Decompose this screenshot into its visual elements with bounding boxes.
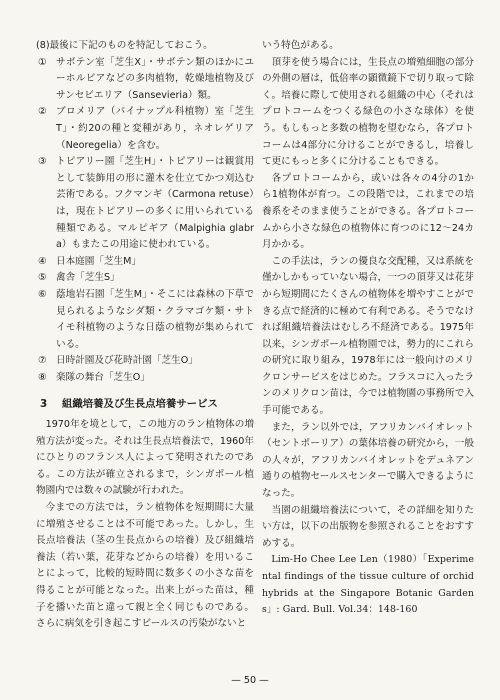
reference-citation: Lim-Ho Chee Lee Len（1980）「Experimental findings of the tissue culture of orchid hybrids at the Singapore Botanic Gardens」: Gard. Bull. Vol.34：148-160 xyxy=(262,554,474,616)
list-item xyxy=(36,270,254,287)
item-number: ② xyxy=(38,106,47,118)
item-text: 日時計園及び花時計園「芝生O」 xyxy=(56,355,198,367)
list-item xyxy=(36,353,254,370)
item-text: 日本庭園「芝生M」 xyxy=(56,255,142,267)
item-number: ⑧ xyxy=(38,371,47,383)
item-text: トピアリー園「芝生H」・トピアリーは観賞用として装飾用の形に灌木を仕立てかつ刈込む芸術である。フクマンギ（Carmona retuse）は，現在トピアリーの多くに用いられている種類である。マルピギア（Malpighia glabra）もまたこの用途に使われている。 xyxy=(56,156,254,251)
item-number: ⑦ xyxy=(38,355,47,367)
section-number: 3 xyxy=(40,398,48,411)
body-paragraph: 各プロトコームから，或いは各々の4分の1から1植物体が育つ。この段階では，これまでの培養系をそのまま使うことができる。各プロトコームから小さな緑色の植物体に育つのに12〜24カ月かかる。 xyxy=(262,172,474,251)
body-paragraph: 1970年を境として，この地方のラン植物体の増殖方法が変った。それは生長点培養法で，1960年にひとりのフランス人によって発明されたのである。この方法が確立されるまで，シンガポール植物園内では数々の試験が行われた。 xyxy=(36,419,254,497)
item-text: サボテン室「芝生X」・サボテン類のほかにユーホルビアなどの多肉植物，乾燥地植物及びサンセビエリア（Sansevieria）類。 xyxy=(56,56,254,101)
list-item xyxy=(36,154,254,254)
item-text: 禽舎「芝生S」 xyxy=(56,272,120,284)
section-heading xyxy=(36,396,254,413)
list-item xyxy=(36,254,254,271)
body-paragraph: 今までの方法では，ラン植物体を短期間に大量に増殖させることは不可能であった。しかし，生長点培養法（茎の生長点からの培養）及び組織培養法（若い葉，花芽などからの培養）を用いることによって，比較的短時間に数多くの小さな苗を得ることが可能となった。出来上がった苗は，種子を播いた苗と違って親と全く同じものである。さらに病気を引き起こすビールスの汚染がないと xyxy=(36,502,254,630)
list-item xyxy=(36,104,254,154)
item-number: ⑤ xyxy=(38,272,47,284)
item-number: ④ xyxy=(38,255,47,267)
item-text: ブロメリア（パイナップル科植物）室「芝生T」・約20の種と変種があり，ネオレゲリア（Neoregelia）を含む。 xyxy=(56,106,254,151)
special-mention-list xyxy=(36,55,254,387)
item-number: ① xyxy=(38,56,47,68)
list-item xyxy=(36,55,254,105)
item-number: ⑥ xyxy=(38,288,47,300)
body-paragraph: この手法は，ランの優良な交配種，又は系統を僅かしかもっていない場合，一つの頂芽又は花芽から短期間にたくさんの植物体を増やすことができる点で経済的に極めて有利である。そうでなければ組織培養法はむしろ不経済である。1975年以来，シンガポール植物園では，勢力的にこれらの研究に取り組み，1978年には一般向けのメリクロンサービスをはじめた。フラスコに入ったランのメリクロン苗は，今では植物園の事務所で入手可能である。 xyxy=(262,255,474,417)
item-text: 楽隊の舞台「芝生O」 xyxy=(56,371,150,383)
body-paragraph: また，ラン以外では，アフリカンバイオレット（セントポーリア）の葉体培養の研究から，一般の人々が，アフリカンバイオレットをデュネアン通りの植物セールスセンターで購入できるようになった。 xyxy=(262,421,474,500)
right-column xyxy=(262,38,474,619)
intro-line: (8)最後に下記のものを特記しておこう。 xyxy=(36,40,213,51)
list-item xyxy=(36,287,254,353)
page-number: — 50 — xyxy=(231,675,269,686)
body-paragraph: 頂芽を使う場合には，生長点の増殖細胞の部分の外側の層は，低倍率の顕微鏡下で切り取って除く。培養に際して使用される組織の中心（それはプロトコームをつくる緑色の小さな球体）を使う。もしもっと多数の植物を望むなら，各プロトコームは4部分に分けることができるし，培養して更にもっと多くに分けることもできる。 xyxy=(262,56,474,168)
left-column xyxy=(36,38,254,633)
item-text: 蔭地岩石園「芝生M」・そこには森林の下草で見られるようなシダ類・クラマゴケ類・サトイモ科植物のような日蔭の植物が集められている。 xyxy=(56,288,254,350)
item-number: ③ xyxy=(38,156,47,168)
body-paragraph: いう特色がある。 xyxy=(262,40,339,51)
list-item xyxy=(36,370,254,387)
section-title: 組織培養及び生長点培養サービス xyxy=(62,398,218,411)
body-paragraph: 当園の組織培養法について，その詳細を知りたい方は，以下の出版物を参照されることをおすすめする。 xyxy=(262,504,474,549)
